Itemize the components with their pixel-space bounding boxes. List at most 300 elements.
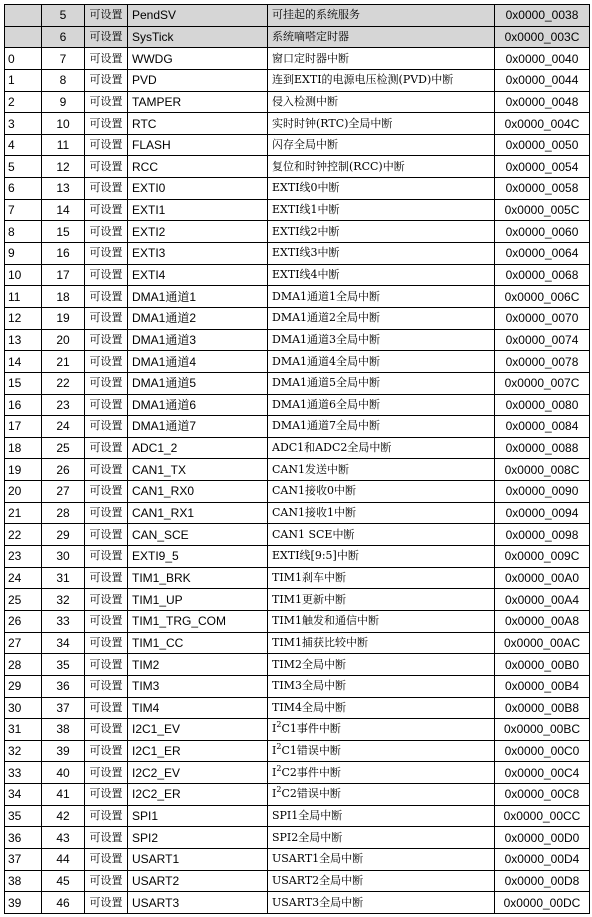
address-cell: 0x0000_0040 [495,48,590,70]
name-cell: CAN_SCE [128,524,268,546]
name-cell: USART3 [128,892,268,914]
priority-type-cell: 可设置 [85,567,128,589]
priority-type-cell: 可设置 [85,524,128,546]
name-cell: SPI1 [128,805,268,827]
description-cell: DMA1通道3全局中断 [268,329,495,351]
priority-type-cell: 可设置 [85,221,128,243]
description-cell: EXTI线[9:5]中断 [268,546,495,568]
priority-cell: 13 [42,178,85,200]
description-cell: DMA1通道4全局中断 [268,351,495,373]
priority-cell: 43 [42,827,85,849]
priority-type-cell: 可设置 [85,156,128,178]
priority-cell: 28 [42,502,85,524]
position-cell: 17 [5,416,42,438]
address-cell: 0x0000_00D0 [495,827,590,849]
address-cell: 0x0000_00BC [495,719,590,741]
priority-type-cell: 可设置 [85,69,128,91]
priority-type-cell: 可设置 [85,481,128,503]
priority-type-cell: 可设置 [85,784,128,806]
table-row [5,437,590,459]
priority-type-cell: 可设置 [85,264,128,286]
name-cell: TIM1_TRG_COM [128,610,268,632]
address-cell: 0x0000_009C [495,546,590,568]
address-cell: 0x0000_0098 [495,524,590,546]
table-row [5,784,590,806]
position-cell: 24 [5,567,42,589]
name-cell: CAN1_RX1 [128,502,268,524]
position-cell: 8 [5,221,42,243]
name-cell: TIM1_CC [128,632,268,654]
address-cell: 0x0000_0048 [495,91,590,113]
priority-cell: 5 [42,5,85,27]
address-cell: 0x0000_00C0 [495,740,590,762]
address-cell: 0x0000_00D4 [495,848,590,870]
position-cell: 29 [5,675,42,697]
description-cell: TIM3全局中断 [268,675,495,697]
address-cell: 0x0000_004C [495,113,590,135]
name-cell: CAN1_RX0 [128,481,268,503]
description-cell: ADC1和ADC2全局中断 [268,437,495,459]
priority-cell: 34 [42,632,85,654]
priority-type-cell: 可设置 [85,329,128,351]
priority-cell: 29 [42,524,85,546]
address-cell: 0x0000_0094 [495,502,590,524]
name-cell: DMA1通道2 [128,307,268,329]
description-cell: TIM1触发和通信中断 [268,610,495,632]
position-cell: 20 [5,481,42,503]
table-row [5,91,590,113]
address-cell: 0x0000_003C [495,26,590,48]
name-cell: EXTI4 [128,264,268,286]
address-cell: 0x0000_0054 [495,156,590,178]
description-cell: USART3全局中断 [268,892,495,914]
description-cell: TIM1更新中断 [268,589,495,611]
name-cell: EXTI3 [128,243,268,265]
priority-cell: 24 [42,416,85,438]
table-row [5,113,590,135]
description-cell: EXTI线3中断 [268,243,495,265]
vector-table [4,4,590,914]
table-row [5,546,590,568]
position-cell: 18 [5,437,42,459]
position-cell: 0 [5,48,42,70]
priority-type-cell: 可设置 [85,589,128,611]
table-row [5,892,590,914]
position-cell: 28 [5,654,42,676]
position-cell: 31 [5,719,42,741]
priority-type-cell: 可设置 [85,26,128,48]
table-row [5,5,590,27]
name-cell: I2C1_EV [128,719,268,741]
address-cell: 0x0000_00D8 [495,870,590,892]
address-cell: 0x0000_00A4 [495,589,590,611]
priority-cell: 38 [42,719,85,741]
address-cell: 0x0000_0088 [495,437,590,459]
priority-cell: 37 [42,697,85,719]
priority-cell: 30 [42,546,85,568]
priority-cell: 25 [42,437,85,459]
priority-type-cell: 可设置 [85,48,128,70]
position-cell: 39 [5,892,42,914]
position-cell: 2 [5,91,42,113]
priority-type-cell: 可设置 [85,416,128,438]
priority-cell: 31 [42,567,85,589]
position-cell: 26 [5,610,42,632]
priority-cell: 12 [42,156,85,178]
priority-type-cell: 可设置 [85,502,128,524]
name-cell: EXTI9_5 [128,546,268,568]
priority-cell: 17 [42,264,85,286]
priority-type-cell: 可设置 [85,437,128,459]
name-cell: WWDG [128,48,268,70]
priority-type-cell: 可设置 [85,178,128,200]
description-cell: SPI2全局中断 [268,827,495,849]
name-cell: SPI2 [128,827,268,849]
description-cell: CAN1 SCE中断 [268,524,495,546]
priority-cell: 15 [42,221,85,243]
description-superscript: 2 [276,763,282,773]
name-cell: DMA1通道1 [128,286,268,308]
position-cell: 23 [5,546,42,568]
position-cell: 36 [5,827,42,849]
description-cell: 实时时钟(RTC)全局中断 [268,113,495,135]
priority-cell: 23 [42,394,85,416]
priority-type-cell: 可设置 [85,805,128,827]
priority-cell: 26 [42,459,85,481]
table-row [5,329,590,351]
position-cell: 35 [5,805,42,827]
priority-type-cell: 可设置 [85,675,128,697]
table-row [5,805,590,827]
priority-cell: 6 [42,26,85,48]
priority-type-cell: 可设置 [85,199,128,221]
vector-table-body [5,5,590,914]
table-row [5,762,590,784]
priority-cell: 40 [42,762,85,784]
address-cell: 0x0000_0070 [495,307,590,329]
position-cell: 32 [5,740,42,762]
position-cell: 25 [5,589,42,611]
description-cell: 复位和时钟控制(RCC)中断 [268,156,495,178]
priority-cell: 35 [42,654,85,676]
address-cell: 0x0000_00C8 [495,784,590,806]
position-cell: 12 [5,307,42,329]
description-cell: USART1全局中断 [268,848,495,870]
description-cell [268,762,495,784]
priority-cell: 42 [42,805,85,827]
address-cell: 0x0000_00DC [495,892,590,914]
position-cell: 33 [5,762,42,784]
address-cell: 0x0000_00B0 [495,654,590,676]
table-row [5,372,590,394]
description-cell [268,784,495,806]
name-cell: DMA1通道5 [128,372,268,394]
description-cell: 连到EXTI的电源电压检测(PVD)中断 [268,69,495,91]
description-cell: EXTI线1中断 [268,199,495,221]
position-cell: 5 [5,156,42,178]
address-cell: 0x0000_0090 [495,481,590,503]
table-row [5,416,590,438]
position-cell: 3 [5,113,42,135]
position-cell: 37 [5,848,42,870]
description-suffix: C2事件中断 [281,765,341,779]
address-cell: 0x0000_0050 [495,134,590,156]
table-row [5,69,590,91]
table-row [5,264,590,286]
description-superscript: 2 [276,720,282,730]
description-prefix: I [272,765,277,779]
address-cell: 0x0000_00A8 [495,610,590,632]
priority-type-cell: 可设置 [85,654,128,676]
description-cell: DMA1通道5全局中断 [268,372,495,394]
name-cell: SysTick [128,26,268,48]
table-row [5,719,590,741]
position-cell: 7 [5,199,42,221]
description-prefix: I [272,722,277,736]
priority-cell: 20 [42,329,85,351]
table-row [5,567,590,589]
address-cell: 0x0000_0078 [495,351,590,373]
position-cell: 21 [5,502,42,524]
priority-cell: 27 [42,481,85,503]
description-cell: DMA1通道2全局中断 [268,307,495,329]
address-cell: 0x0000_0058 [495,178,590,200]
priority-type-cell: 可设置 [85,243,128,265]
table-row [5,675,590,697]
name-cell: I2C2_ER [128,784,268,806]
table-row [5,307,590,329]
priority-cell: 16 [42,243,85,265]
position-cell: 22 [5,524,42,546]
table-row [5,697,590,719]
table-row [5,459,590,481]
table-row [5,740,590,762]
name-cell: EXTI1 [128,199,268,221]
address-cell: 0x0000_0064 [495,243,590,265]
address-cell: 0x0000_0080 [495,394,590,416]
table-row [5,221,590,243]
table-row [5,243,590,265]
priority-type-cell: 可设置 [85,91,128,113]
priority-type-cell: 可设置 [85,134,128,156]
position-cell [5,26,42,48]
description-cell: 闪存全局中断 [268,134,495,156]
table-row [5,26,590,48]
name-cell: FLASH [128,134,268,156]
priority-type-cell: 可设置 [85,719,128,741]
address-cell: 0x0000_006C [495,286,590,308]
name-cell: DMA1通道7 [128,416,268,438]
description-cell: CAN1接收0中断 [268,481,495,503]
name-cell: TIM1_UP [128,589,268,611]
address-cell: 0x0000_00AC [495,632,590,654]
name-cell: TIM4 [128,697,268,719]
description-cell: CAN1发送中断 [268,459,495,481]
priority-type-cell: 可设置 [85,697,128,719]
description-suffix: C1错误中断 [281,744,341,758]
position-cell: 30 [5,697,42,719]
address-cell: 0x0000_00A0 [495,567,590,589]
address-cell: 0x0000_0084 [495,416,590,438]
position-cell: 16 [5,394,42,416]
position-cell: 38 [5,870,42,892]
table-row [5,134,590,156]
table-row [5,848,590,870]
name-cell: USART2 [128,870,268,892]
name-cell: DMA1通道6 [128,394,268,416]
name-cell: TAMPER [128,91,268,113]
table-row [5,156,590,178]
name-cell: TIM3 [128,675,268,697]
position-cell: 19 [5,459,42,481]
description-superscript: 2 [276,742,282,752]
priority-type-cell: 可设置 [85,632,128,654]
table-row [5,502,590,524]
priority-type-cell: 可设置 [85,892,128,914]
description-cell: TIM1刹车中断 [268,567,495,589]
description-cell: TIM1捕获比较中断 [268,632,495,654]
address-cell: 0x0000_00B4 [495,675,590,697]
position-cell: 10 [5,264,42,286]
priority-cell: 46 [42,892,85,914]
priority-type-cell: 可设置 [85,394,128,416]
name-cell: EXTI2 [128,221,268,243]
address-cell: 0x0000_008C [495,459,590,481]
description-cell [268,740,495,762]
table-row [5,199,590,221]
name-cell: ADC1_2 [128,437,268,459]
description-cell: DMA1通道6全局中断 [268,394,495,416]
description-prefix: I [272,787,277,801]
priority-cell: 10 [42,113,85,135]
address-cell: 0x0000_007C [495,372,590,394]
description-cell: EXTI线2中断 [268,221,495,243]
table-row [5,524,590,546]
address-cell: 0x0000_00CC [495,805,590,827]
name-cell: DMA1通道3 [128,329,268,351]
description-suffix: C1事件中断 [281,722,341,736]
priority-type-cell: 可设置 [85,113,128,135]
position-cell [5,5,42,27]
position-cell: 34 [5,784,42,806]
description-cell: 系统嘀嗒定时器 [268,26,495,48]
position-cell: 27 [5,632,42,654]
position-cell: 1 [5,69,42,91]
priority-type-cell: 可设置 [85,5,128,27]
address-cell: 0x0000_0060 [495,221,590,243]
table-row [5,48,590,70]
priority-type-cell: 可设置 [85,286,128,308]
priority-type-cell: 可设置 [85,307,128,329]
table-row [5,394,590,416]
table-row [5,286,590,308]
name-cell: PendSV [128,5,268,27]
table-row [5,870,590,892]
name-cell: CAN1_TX [128,459,268,481]
table-row [5,610,590,632]
table-row [5,481,590,503]
priority-cell: 21 [42,351,85,373]
name-cell: RTC [128,113,268,135]
position-cell: 11 [5,286,42,308]
description-cell: DMA1通道1全局中断 [268,286,495,308]
table-row [5,589,590,611]
name-cell: PVD [128,69,268,91]
name-cell: I2C1_ER [128,740,268,762]
name-cell: TIM2 [128,654,268,676]
priority-cell: 44 [42,848,85,870]
name-cell: TIM1_BRK [128,567,268,589]
priority-type-cell: 可设置 [85,546,128,568]
priority-cell: 36 [42,675,85,697]
priority-cell: 22 [42,372,85,394]
description-cell: EXTI线0中断 [268,178,495,200]
priority-type-cell: 可设置 [85,372,128,394]
priority-type-cell: 可设置 [85,762,128,784]
name-cell: DMA1通道4 [128,351,268,373]
address-cell: 0x0000_00B8 [495,697,590,719]
priority-cell: 41 [42,784,85,806]
position-cell: 14 [5,351,42,373]
position-cell: 4 [5,134,42,156]
priority-cell: 14 [42,199,85,221]
address-cell: 0x0000_0074 [495,329,590,351]
priority-type-cell: 可设置 [85,351,128,373]
description-cell: CAN1接收1中断 [268,502,495,524]
description-suffix: C2错误中断 [281,787,341,801]
table-row [5,827,590,849]
description-cell: USART2全局中断 [268,870,495,892]
table-row [5,654,590,676]
priority-cell: 33 [42,610,85,632]
description-prefix: I [272,744,277,758]
position-cell: 9 [5,243,42,265]
description-cell: TIM2全局中断 [268,654,495,676]
priority-type-cell: 可设置 [85,848,128,870]
description-cell: TIM4全局中断 [268,697,495,719]
priority-cell: 45 [42,870,85,892]
address-cell: 0x0000_0068 [495,264,590,286]
priority-type-cell: 可设置 [85,610,128,632]
priority-cell: 39 [42,740,85,762]
table-row [5,351,590,373]
name-cell: RCC [128,156,268,178]
description-cell: 窗口定时器中断 [268,48,495,70]
address-cell: 0x0000_005C [495,199,590,221]
table-row [5,178,590,200]
position-cell: 15 [5,372,42,394]
priority-type-cell: 可设置 [85,740,128,762]
priority-cell: 8 [42,69,85,91]
priority-cell: 7 [42,48,85,70]
description-superscript: 2 [276,785,282,795]
description-cell: SPI1全局中断 [268,805,495,827]
priority-cell: 19 [42,307,85,329]
address-cell: 0x0000_0044 [495,69,590,91]
name-cell: I2C2_EV [128,762,268,784]
description-cell: EXTI线4中断 [268,264,495,286]
name-cell: EXTI0 [128,178,268,200]
table-row [5,632,590,654]
description-cell: 可挂起的系统服务 [268,5,495,27]
position-cell: 6 [5,178,42,200]
address-cell: 0x0000_0038 [495,5,590,27]
priority-cell: 9 [42,91,85,113]
priority-type-cell: 可设置 [85,870,128,892]
priority-cell: 32 [42,589,85,611]
priority-cell: 11 [42,134,85,156]
address-cell: 0x0000_00C4 [495,762,590,784]
